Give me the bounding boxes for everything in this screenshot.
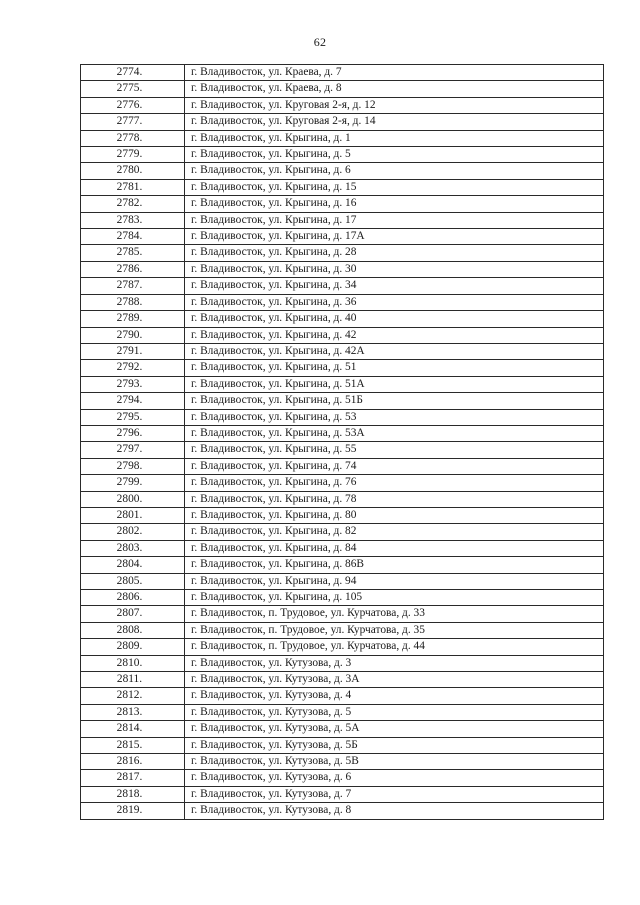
row-number: 2787. — [81, 278, 185, 294]
row-number: 2775. — [81, 81, 185, 97]
row-number: 2780. — [81, 163, 185, 179]
row-number: 2790. — [81, 327, 185, 343]
row-address: г. Владивосток, п. Трудовое, ул. Курчатова, д. 35 — [185, 622, 604, 638]
row-number: 2793. — [81, 376, 185, 392]
table-row — [81, 540, 604, 556]
row-address: г. Владивосток, ул. Кутузова, д. 5Б — [185, 737, 604, 753]
row-address: г. Владивосток, ул. Крыгина, д. 34 — [185, 278, 604, 294]
table-row — [81, 376, 604, 392]
row-address: г. Владивосток, п. Трудовое, ул. Курчатова, д. 33 — [185, 606, 604, 622]
table-row — [81, 343, 604, 359]
table-row — [81, 261, 604, 277]
page-number: 62 — [313, 35, 327, 49]
table-row — [81, 491, 604, 507]
table-row — [81, 245, 604, 261]
table-row — [81, 360, 604, 376]
table-row — [81, 327, 604, 343]
row-address: г. Владивосток, ул. Кутузова, д. 3А — [185, 672, 604, 688]
row-address: г. Владивосток, ул. Крыгина, д. 80 — [185, 507, 604, 523]
table-row — [81, 606, 604, 622]
row-number: 2806. — [81, 590, 185, 606]
row-address: г. Владивосток, ул. Крыгина, д. 40 — [185, 311, 604, 327]
row-address: г. Владивосток, ул. Круговая 2-я, д. 14 — [185, 114, 604, 130]
row-address: г. Владивосток, ул. Крыгина, д. 105 — [185, 590, 604, 606]
row-number: 2811. — [81, 672, 185, 688]
row-number: 2781. — [81, 179, 185, 195]
row-number: 2800. — [81, 491, 185, 507]
row-number: 2804. — [81, 557, 185, 573]
row-address: г. Владивосток, ул. Крыгина, д. 94 — [185, 573, 604, 589]
row-address: г. Владивосток, ул. Крыгина, д. 53 — [185, 409, 604, 425]
row-address: г. Владивосток, ул. Кутузова, д. 5 — [185, 704, 604, 720]
row-address: г. Владивосток, ул. Крыгина, д. 5 — [185, 147, 604, 163]
row-number: 2801. — [81, 507, 185, 523]
row-number: 2818. — [81, 786, 185, 802]
row-address: г. Владивосток, ул. Крыгина, д. 51Б — [185, 393, 604, 409]
row-number: 2777. — [81, 114, 185, 130]
row-address: г. Владивосток, ул. Крыгина, д. 51 — [185, 360, 604, 376]
row-number: 2813. — [81, 704, 185, 720]
table-row — [81, 130, 604, 146]
row-number: 2784. — [81, 229, 185, 245]
table-row — [81, 770, 604, 786]
row-address: г. Владивосток, ул. Крыгина, д. 42 — [185, 327, 604, 343]
row-number: 2819. — [81, 803, 185, 819]
row-address: г. Владивосток, ул. Крыгина, д. 30 — [185, 261, 604, 277]
row-number: 2798. — [81, 458, 185, 474]
row-number: 2803. — [81, 540, 185, 556]
row-number: 2815. — [81, 737, 185, 753]
table-row — [81, 442, 604, 458]
row-number: 2785. — [81, 245, 185, 261]
row-number: 2810. — [81, 655, 185, 671]
table-row — [81, 639, 604, 655]
table-row — [81, 97, 604, 113]
row-address: г. Владивосток, ул. Крыгина, д. 82 — [185, 524, 604, 540]
row-number: 2795. — [81, 409, 185, 425]
address-table — [80, 64, 604, 820]
row-number: 2797. — [81, 442, 185, 458]
row-address: г. Владивосток, п. Трудовое, ул. Курчатова, д. 44 — [185, 639, 604, 655]
row-address: г. Владивосток, ул. Кутузова, д. 4 — [185, 688, 604, 704]
row-address: г. Владивосток, ул. Крыгина, д. 28 — [185, 245, 604, 261]
row-address: г. Владивосток, ул. Крыгина, д. 53А — [185, 425, 604, 441]
table-row — [81, 704, 604, 720]
row-address: г. Владивосток, ул. Кутузова, д. 5В — [185, 754, 604, 770]
table-row — [81, 393, 604, 409]
row-number: 2792. — [81, 360, 185, 376]
row-number: 2809. — [81, 639, 185, 655]
row-number: 2814. — [81, 721, 185, 737]
table-row — [81, 229, 604, 245]
row-address: г. Владивосток, ул. Кутузова, д. 5А — [185, 721, 604, 737]
table-row — [81, 196, 604, 212]
row-address: г. Владивосток, ул. Кутузова, д. 3 — [185, 655, 604, 671]
table-row — [81, 294, 604, 310]
table-row — [81, 409, 604, 425]
table-row — [81, 81, 604, 97]
row-address: г. Владивосток, ул. Кутузова, д. 8 — [185, 803, 604, 819]
row-number: 2779. — [81, 147, 185, 163]
row-number: 2802. — [81, 524, 185, 540]
row-address: г. Владивосток, ул. Крыгина, д. 74 — [185, 458, 604, 474]
row-address: г. Владивосток, ул. Крыгина, д. 17А — [185, 229, 604, 245]
row-number: 2805. — [81, 573, 185, 589]
table-row — [81, 803, 604, 819]
row-address: г. Владивосток, ул. Крыгина, д. 17 — [185, 212, 604, 228]
table-row — [81, 163, 604, 179]
table-row — [81, 179, 604, 195]
table-row — [81, 524, 604, 540]
row-address: г. Владивосток, ул. Крыгина, д. 6 — [185, 163, 604, 179]
row-number: 2786. — [81, 261, 185, 277]
row-address: г. Владивосток, ул. Крыгина, д. 1 — [185, 130, 604, 146]
row-number: 2794. — [81, 393, 185, 409]
table-row — [81, 507, 604, 523]
table-row — [81, 721, 604, 737]
row-address: г. Владивосток, ул. Кутузова, д. 7 — [185, 786, 604, 802]
row-number: 2799. — [81, 475, 185, 491]
table-row — [81, 311, 604, 327]
row-number: 2791. — [81, 343, 185, 359]
row-address: г. Владивосток, ул. Крыгина, д. 55 — [185, 442, 604, 458]
row-address: г. Владивосток, ул. Крыгина, д. 86В — [185, 557, 604, 573]
table-row — [81, 475, 604, 491]
row-number: 2812. — [81, 688, 185, 704]
table-row — [81, 557, 604, 573]
table-row — [81, 458, 604, 474]
row-address: г. Владивосток, ул. Крыгина, д. 42А — [185, 343, 604, 359]
row-number: 2774. — [81, 65, 185, 81]
table-row — [81, 65, 604, 81]
table-row — [81, 622, 604, 638]
row-address: г. Владивосток, ул. Круговая 2-я, д. 12 — [185, 97, 604, 113]
table-row — [81, 688, 604, 704]
row-address: г. Владивосток, ул. Крыгина, д. 84 — [185, 540, 604, 556]
row-address: г. Владивосток, ул. Краева, д. 8 — [185, 81, 604, 97]
table-row — [81, 212, 604, 228]
row-address: г. Владивосток, ул. Крыгина, д. 15 — [185, 179, 604, 195]
row-address: г. Владивосток, ул. Крыгина, д. 78 — [185, 491, 604, 507]
table-row — [81, 655, 604, 671]
row-number: 2817. — [81, 770, 185, 786]
row-number: 2782. — [81, 196, 185, 212]
row-address: г. Владивосток, ул. Краева, д. 7 — [185, 65, 604, 81]
row-number: 2783. — [81, 212, 185, 228]
table-row — [81, 672, 604, 688]
address-table-body — [81, 65, 604, 820]
row-number: 2776. — [81, 97, 185, 113]
table-row — [81, 147, 604, 163]
table-row — [81, 114, 604, 130]
row-address: г. Владивосток, ул. Кутузова, д. 6 — [185, 770, 604, 786]
row-number: 2789. — [81, 311, 185, 327]
row-number: 2788. — [81, 294, 185, 310]
row-address: г. Владивосток, ул. Крыгина, д. 16 — [185, 196, 604, 212]
table-row — [81, 590, 604, 606]
table-row — [81, 754, 604, 770]
table-row — [81, 278, 604, 294]
row-number: 2807. — [81, 606, 185, 622]
table-row — [81, 786, 604, 802]
row-number: 2808. — [81, 622, 185, 638]
row-address: г. Владивосток, ул. Крыгина, д. 76 — [185, 475, 604, 491]
row-number: 2778. — [81, 130, 185, 146]
table-row — [81, 425, 604, 441]
row-number: 2796. — [81, 425, 185, 441]
row-address: г. Владивосток, ул. Крыгина, д. 36 — [185, 294, 604, 310]
table-row — [81, 573, 604, 589]
row-address: г. Владивосток, ул. Крыгина, д. 51А — [185, 376, 604, 392]
table-row — [81, 737, 604, 753]
row-number: 2816. — [81, 754, 185, 770]
